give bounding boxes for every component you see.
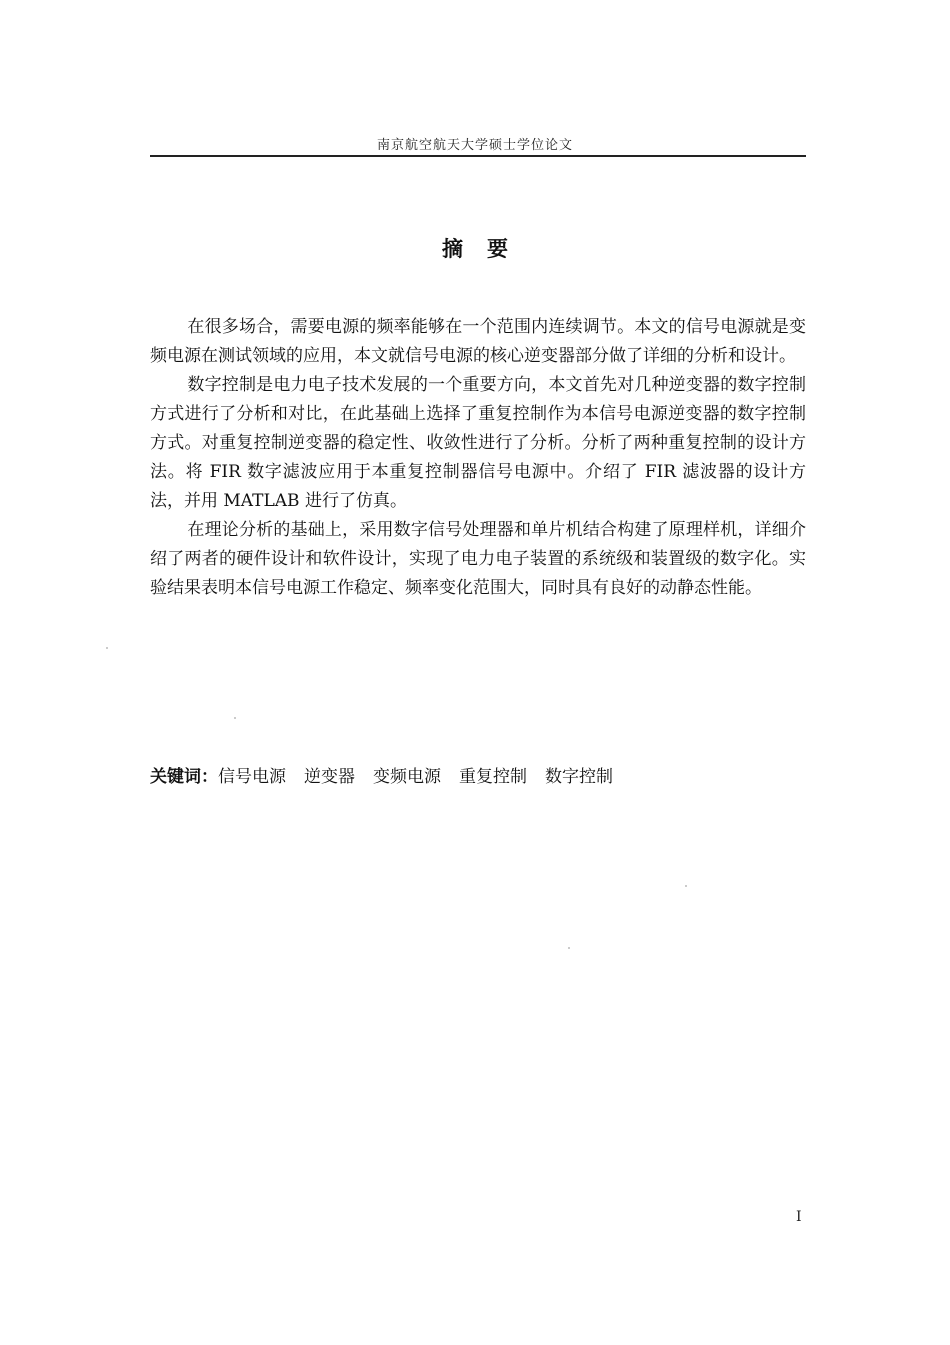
abstract-body <box>150 313 806 603</box>
keywords-line <box>150 763 806 791</box>
keyword: 数字控制 <box>545 767 613 787</box>
scan-speck <box>234 717 236 719</box>
keyword: 变频电源 <box>373 767 441 787</box>
abstract-paragraph: 数字控制是电力电子技术发展的一个重要方向，本文首先对几种逆变器的数字控制方式进行了分析和对比，在此基础上选择了重复控制作为本信号电源逆变器的数字控制方式。对重复控制逆变器的稳定性、收敛性进行了分析。分析了两种重复控制的设计方法。将 FIR 数字滤波应用于本重复控制器信号电源中。介绍了 FIR 滤波器的设计方法，并用 MATLAB 进行了仿真。 <box>150 375 806 511</box>
running-header: 南京航空航天大学硕士学位论文 <box>376 138 573 153</box>
keyword: 逆变器 <box>304 767 355 787</box>
page-number: I <box>796 1209 802 1225</box>
scan-speck <box>568 947 570 949</box>
scan-speck <box>106 647 108 649</box>
keywords-label: 关键词： <box>150 767 218 787</box>
abstract-paragraph: 在很多场合，需要电源的频率能够在一个范围内连续调节。本文的信号电源就是变频电源在测试领域的应用，本文就信号电源的核心逆变器部分做了详细的分析和设计。 <box>150 317 806 366</box>
keyword: 信号电源 <box>218 767 286 787</box>
scan-speck <box>685 885 687 887</box>
abstract-paragraph: 在理论分析的基础上，采用数字信号处理器和单片机结合构建了原理样机，详细介绍了两者的硬件设计和软件设计，实现了电力电子装置的系统级和装置级的数字化。实验结果表明本信号电源工作稳定、频率变化范围大，同时具有良好的动静态性能。 <box>150 520 806 598</box>
keyword: 重复控制 <box>459 767 527 787</box>
header-rule <box>150 155 806 157</box>
abstract-title: 摘要 <box>442 236 532 261</box>
